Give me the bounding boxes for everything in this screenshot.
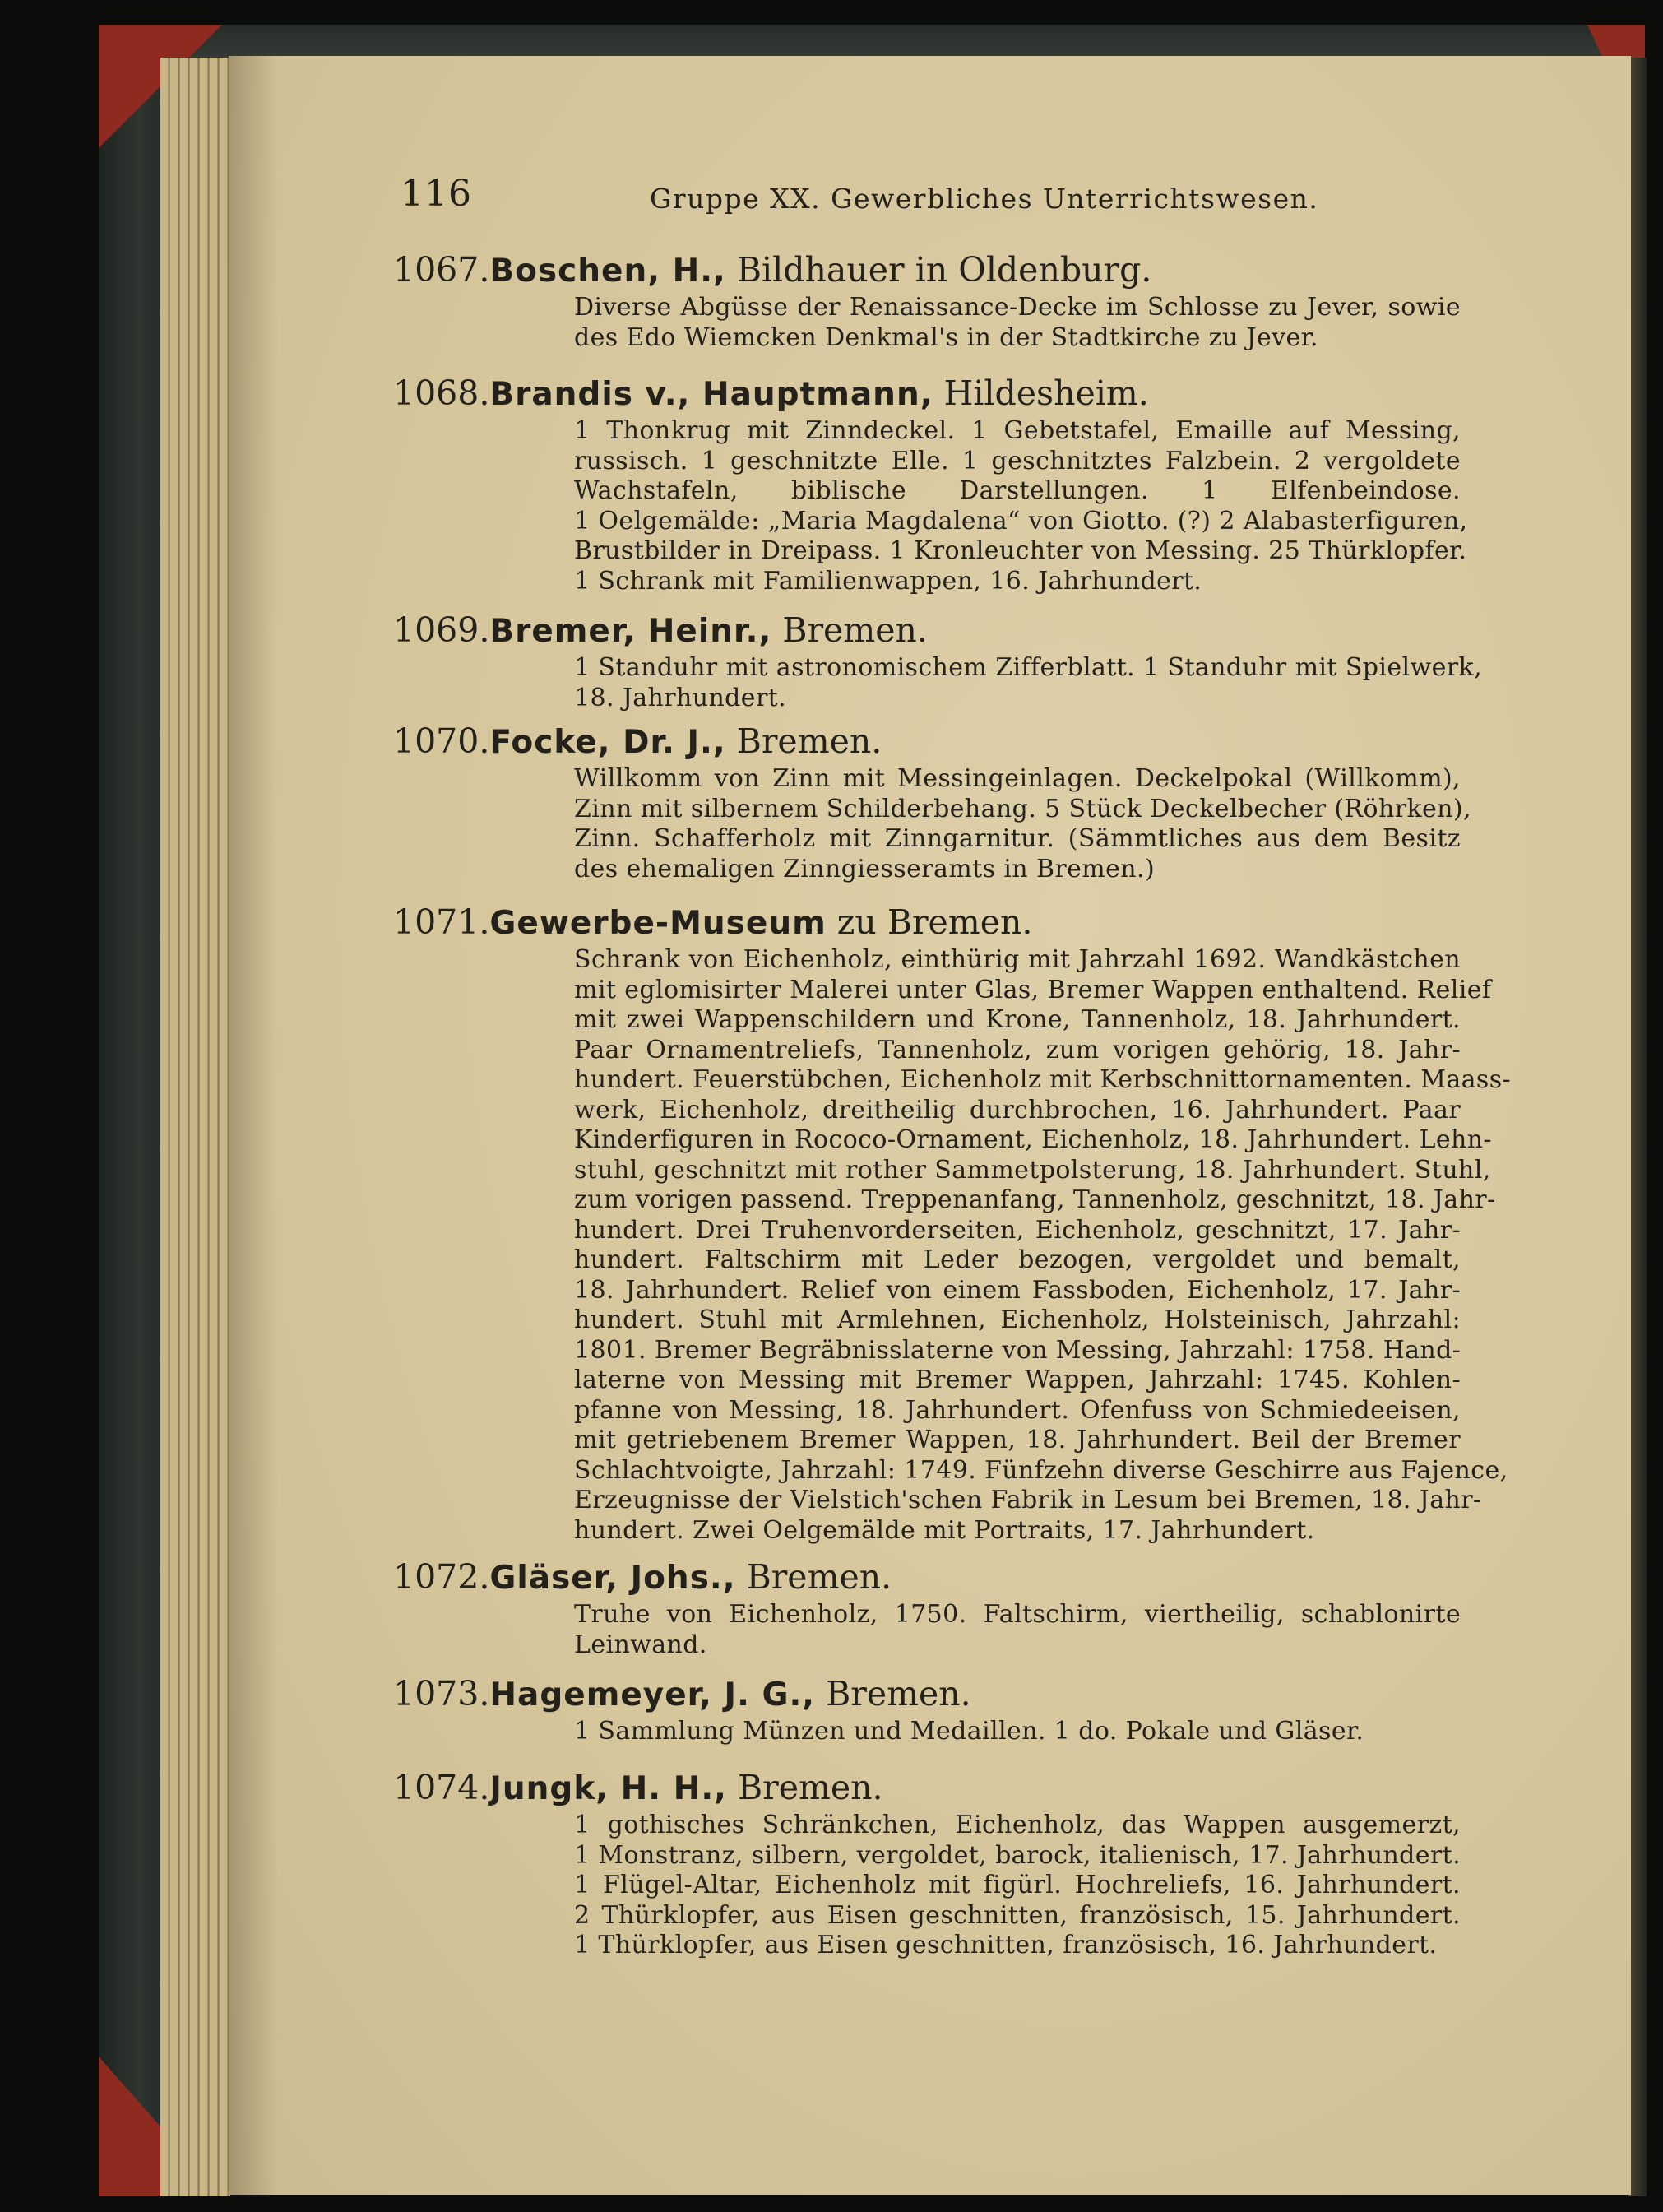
entry-number: 1070. (393, 721, 490, 761)
exhibitor-name: Brandis v., Hauptmann, (489, 376, 933, 413)
description-line: stuhl, geschnitzt mit rother Sammetpolsterung, 18. Jahrhundert. Stuhl, (574, 1155, 1491, 1185)
running-head: Gruppe XX. Gewerbliches Unterrichtswesen. (650, 183, 1319, 215)
description-line: Kinderfiguren in Rococo-Ornament, Eichenholz, 18. Jahrhundert. Lehn- (574, 1125, 1492, 1154)
entry-heading (393, 247, 1462, 293)
description-line: zum vorigen passend. Treppenanfang, Tannenholz, geschnitzt, 18. Jahr- (574, 1185, 1496, 1214)
entry-heading (393, 1671, 1462, 1717)
entry-number: 1069. (393, 610, 490, 650)
exhibitor-location: Bremen. (815, 1674, 971, 1713)
entry-heading (393, 718, 1462, 764)
entry-description (574, 1811, 1461, 1961)
description-line: 1 gothisches Schränkchen, Eichenholz, das Wappen ausgemerzt, (574, 1811, 1461, 1839)
description-line: Willkomm von Zinn mit Messingeinlagen. Deckelpokal (Willkomm), (574, 764, 1461, 793)
exhibitor-location: Bremen. (726, 1768, 883, 1807)
description-line: 18. Jahrhundert. (574, 683, 787, 712)
exhibitor-name: Bremer, Heinr., (489, 613, 772, 650)
exhibitor-name: Gläser, Johs., (489, 1560, 736, 1597)
description-line: werk, Eichenholz, dreitheilig durchbrochen, 16. Jahrhundert. Paar (574, 1095, 1461, 1125)
description-line: Diverse Abgüsse der Renaissance-Decke im Schlosse zu Jever, sowie (574, 293, 1461, 322)
catalog-entry (393, 370, 1468, 596)
description-line: Zinn mit silbernem Schilderbehang. 5 Stück Deckelbecher (Röhrken), (574, 794, 1471, 823)
exhibitor-name: Boschen, H., (489, 253, 726, 290)
catalog-entry (393, 718, 1471, 884)
description-line: mit zwei Wappenschildern und Krone, Tannenholz, 18. Jahrhundert. (574, 1005, 1461, 1034)
description-line: Paar Ornamentreliefs, Tannenholz, zum vorigen gehörig, 18. Jahr- (574, 1035, 1461, 1064)
description-line: 1 Monstranz, silbern, vergoldet, barock, italienisch, 17. Jahrhundert. (574, 1840, 1461, 1870)
entry-number: 1067. (393, 250, 490, 290)
entry-number: 1071. (393, 902, 490, 942)
entry-number: 1068. (393, 373, 490, 413)
entry-heading (393, 899, 1462, 945)
entry-number: 1072. (393, 1557, 490, 1597)
description-line: 1 Thonkrug mit Zinndeckel. 1 Gebetstafel, Emaille auf Messing, (574, 416, 1461, 445)
description-line: Wachstafeln, biblische Darstellungen. 1 Elfenbeindose. (574, 476, 1461, 505)
description-line: hundert. Zwei Oelgemälde mit Portraits, 17. Jahrhundert. (574, 1515, 1315, 1545)
description-line: 2 Thürklopfer, aus Eisen geschnitten, französisch, 15. Jahrhundert. (574, 1900, 1461, 1930)
exhibitor-name: Jungk, H. H., (489, 1770, 727, 1807)
entry-heading (393, 607, 1462, 653)
description-line: 1 Thürklopfer, aus Eisen geschnitten, französisch, 16. Jahrhundert. (574, 1931, 1438, 1959)
entry-description (574, 945, 1512, 1546)
description-line: hundert. Stuhl mit Armlehnen, Eichenholz, Holsteinisch, Jahrzahl: (574, 1305, 1461, 1334)
description-line: 18. Jahrhundert. Relief von einem Fassboden, Eichenholz, 17. Jahr- (574, 1275, 1461, 1305)
exhibitor-name: Focke, Dr. J., (489, 724, 726, 761)
description-line: Leinwand. (574, 1630, 707, 1659)
entry-number: 1074. (393, 1768, 490, 1807)
description-line: 1 Flügel-Altar, Eichenholz mit figürl. Hochreliefs, 16. Jahrhundert. (574, 1871, 1461, 1899)
entry-description (574, 293, 1461, 353)
catalog-entry (393, 247, 1462, 353)
description-line: Brustbilder in Dreipass. 1 Kronleuchter von Messing. 25 Thürklopfer. (574, 536, 1467, 565)
description-line: Erzeugnisse der Vielstich'schen Fabrik in Lesum bei Bremen, 18. Jahr- (574, 1486, 1482, 1514)
entry-description (574, 764, 1471, 884)
description-line: des ehemaligen Zinngiesseramts in Bremen.) (574, 854, 1156, 883)
exhibitor-location: Bremen. (771, 610, 928, 650)
description-line: hundert. Faltschirm mit Leder bezogen, vergoldet und bemalt, (574, 1245, 1461, 1274)
description-line: Truhe von Eichenholz, 1750. Faltschirm, viertheilig, schablonirte (574, 1600, 1461, 1629)
exhibitor-location: Bremen. (735, 1557, 892, 1597)
description-line: hundert. Drei Truhenvorderseiten, Eichenholz, geschnitzt, 17. Jahr- (574, 1215, 1461, 1245)
description-line: Schrank von Eichenholz, einthürig mit Jahrzahl 1692. Wandkästchen (574, 945, 1461, 974)
entry-description (574, 1600, 1461, 1660)
entry-heading (393, 1764, 1462, 1811)
catalog-entry (393, 607, 1483, 713)
description-line: Schlachtvoigte, Jahrzahl: 1749. Fünfzehn diverse Geschirre aus Fajence, (574, 1455, 1508, 1485)
exhibitor-location: Hildesheim. (933, 373, 1149, 413)
exhibitor-location: zu Bremen. (826, 902, 1033, 942)
description-line: Zinn. Schafferholz mit Zinngarnitur. (Sämmtliches aus dem Besitz (574, 824, 1461, 853)
page-number: 116 (401, 173, 472, 215)
exhibitor-location: Bremen. (725, 721, 882, 761)
description-line: hundert. Feuerstübchen, Eichenholz mit Kerbschnittornamenten. Maass- (574, 1065, 1512, 1094)
entry-heading (393, 1554, 1462, 1600)
description-line: 1 Sammlung Münzen und Medaillen. 1 do. Pokale und Gläser. (574, 1717, 1364, 1746)
entry-description (574, 653, 1483, 713)
catalog-entry (393, 1764, 1462, 1961)
entry-description (574, 1717, 1461, 1747)
entry-heading (393, 370, 1462, 416)
entry-description (574, 416, 1468, 596)
description-line: mit eglomisirter Malerei unter Glas, Bremer Wappen enthaltend. Relief (574, 975, 1492, 1004)
catalog-entry (393, 1671, 1462, 1747)
description-line: mit getriebenem Bremer Wappen, 18. Jahrhundert. Beil der Bremer (574, 1426, 1461, 1454)
description-line: 1 Standuhr mit astronomischem Zifferblatt. 1 Standuhr mit Spielwerk, (574, 653, 1483, 682)
description-line: laterne von Messing mit Bremer Wappen, Jahrzahl: 1745. Kohlen- (574, 1366, 1461, 1394)
description-line: russisch. 1 geschnitzte Elle. 1 geschnitztes Falzbein. 2 vergoldete (574, 446, 1461, 475)
catalog-entry (393, 1554, 1462, 1660)
exhibitor-location: Bildhauer in Oldenburg. (725, 250, 1152, 290)
description-line: des Edo Wiemcken Denkmal's in der Stadtkirche zu Jever. (574, 322, 1318, 352)
description-line: 1 Schrank mit Familienwappen, 16. Jahrhundert. (574, 566, 1202, 596)
entry-number: 1073. (393, 1674, 490, 1713)
description-line: pfanne von Messing, 18. Jahrhundert. Ofenfuss von Schmiedeeisen, (574, 1395, 1461, 1425)
description-line: 1 Oelgemälde: „Maria Magdalena“ von Giotto. (?) 2 Alabasterfiguren, (574, 506, 1468, 536)
exhibitor-name: Gewerbe-Museum (489, 905, 827, 942)
description-line: 1801. Bremer Begräbnisslaterne von Messing, Jahrzahl: 1758. Hand- (574, 1335, 1461, 1365)
catalog-entry (393, 899, 1512, 1546)
exhibitor-name: Hagemeyer, J. G., (489, 1676, 816, 1713)
